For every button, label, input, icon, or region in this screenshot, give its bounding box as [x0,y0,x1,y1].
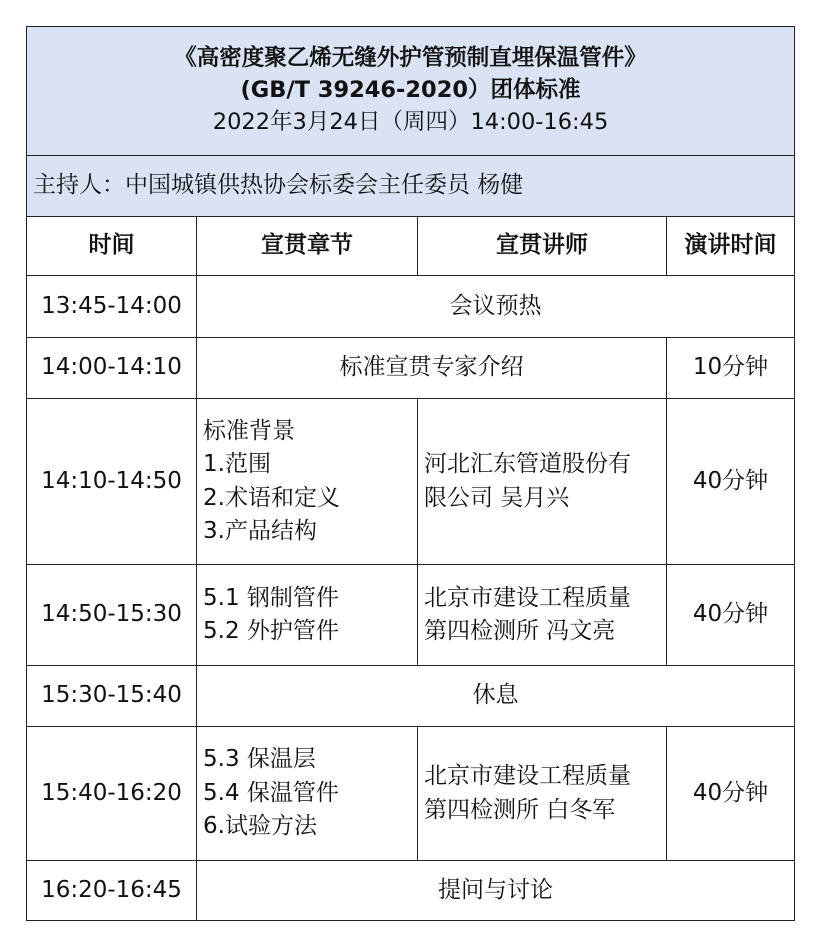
chapter-line: 标准背景 [203,417,295,444]
table-row [27,338,795,399]
speaker-cell [418,565,667,666]
duration-cell: 10分钟 [667,338,795,399]
time-cell: 15:40-16:20 [27,727,197,861]
chapter-line: 5.1 钢制管件 [203,584,339,611]
header-row [27,27,795,156]
table-row [27,727,795,861]
speaker-line: 河北汇东管道股份有 [424,451,631,478]
chapter-line: 5.3 保温层 [203,746,316,773]
chapter-line: 2.术语和定义 [203,484,340,511]
duration-cell: 40分钟 [667,727,795,861]
agenda-header [27,27,795,156]
column-header-chapter: 宣贯章节 [197,217,418,276]
table-row [27,666,795,727]
chapter-line: 5.2 外护管件 [203,618,339,644]
time-cell: 16:20-16:45 [27,861,197,921]
chapter-cell [197,565,418,666]
time-cell: 13:45-14:00 [27,276,197,338]
speaker-line: 北京市建设工程质量 [424,763,631,790]
host-row [27,156,795,217]
chapter-line: 6.试验方法 [203,813,317,840]
column-header-time: 时间 [27,217,197,276]
speaker-line: 第四检测所 白冬军 [424,796,616,823]
time-cell: 15:30-15:40 [27,666,197,727]
chapter-line: 3.产品结构 [203,517,317,544]
session-cell: 会议预热 [197,276,795,338]
table-row [27,399,795,565]
speaker-line: 限公司 吴月兴 [424,484,570,511]
agenda-table [26,26,795,921]
duration-cell: 40分钟 [667,399,795,565]
chapter-line: 1.范围 [203,451,271,478]
table-row [27,861,795,921]
session-cell: 提问与讨论 [197,861,795,921]
column-header-speaker: 宣贯讲师 [418,217,667,276]
agenda-sheet [26,26,794,921]
table-row [27,276,795,338]
column-header-duration: 演讲时间 [667,217,795,276]
agenda-title-line2: (GB/T 39246-2020）团体标准 [240,77,581,104]
chapter-cell [197,727,418,861]
session-cell: 标准宣贯专家介绍 [197,338,667,399]
speaker-line: 北京市建设工程质量 [424,584,631,611]
speaker-cell [418,399,667,565]
session-cell: 休息 [197,666,795,727]
duration-cell: 40分钟 [667,565,795,666]
host-cell: 主持人：中国城镇供热协会标委会主任委员 杨健 [27,156,795,217]
table-row [27,565,795,666]
time-cell: 14:00-14:10 [27,338,197,399]
time-cell: 14:50-15:30 [27,565,197,666]
column-header-row [27,217,795,276]
chapter-line: 5.4 保温管件 [203,779,339,806]
agenda-title-line1: 《高密度聚乙烯无缝外护管预制直埋保温管件》 [174,45,647,72]
time-cell: 14:10-14:50 [27,399,197,565]
chapter-cell [197,399,418,565]
speaker-cell [418,727,667,861]
agenda-date: 2022年3月24日（周四）14:00-16:45 [212,108,609,135]
speaker-line: 第四检测所 冯文亮 [424,618,616,644]
